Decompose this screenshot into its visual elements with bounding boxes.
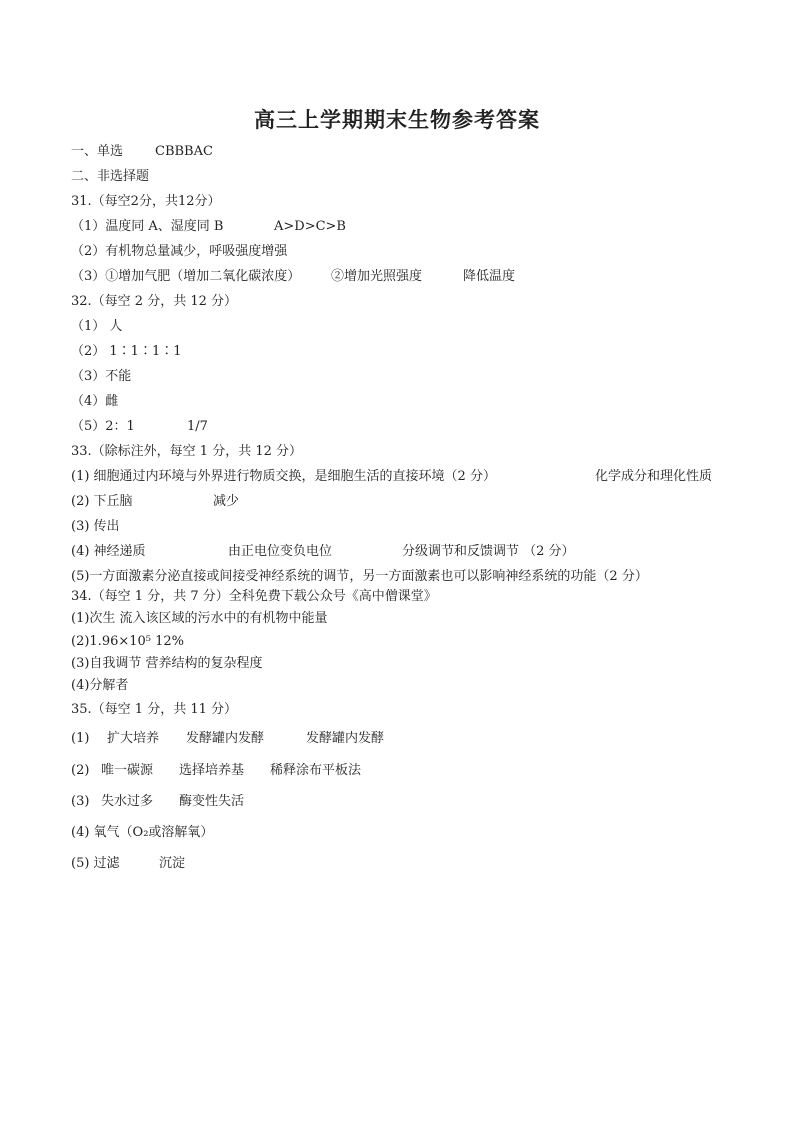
answer-text: (4)分解者 [71, 678, 129, 693]
answer-text: A>D>C>B [274, 219, 346, 234]
answer-text: 降低温度 [463, 269, 516, 284]
answer-text: (4) 神经递质 [71, 544, 146, 559]
answer-line [71, 655, 263, 673]
answer-text: 34.（每空 1 分，共 7 分）全科免费下载公众号《高中僧课堂》 [71, 589, 437, 604]
answer-text: (5) 过滤 [71, 856, 120, 871]
answer-text: 沉淀 [159, 856, 186, 871]
answer-line [71, 443, 302, 461]
answer-text: 酶变性失活 [179, 794, 245, 809]
answer-text: （1） 人 [71, 319, 123, 334]
answer-text: (1)次生 流入该区域的污水中的有机物中能量 [71, 611, 328, 626]
answer-line [71, 143, 213, 161]
answer-line [71, 293, 237, 311]
answer-text: 化学成分和理化性质 [595, 469, 713, 484]
answer-text: 稀释涂布平板法 [270, 763, 362, 778]
answer-line [71, 824, 213, 842]
page-title: 高三上学期期末生物参考答案 [254, 107, 540, 132]
answer-text: CBBBAC [155, 144, 213, 159]
answer-line [71, 393, 118, 411]
answer-text: 选择培养基 [179, 763, 245, 778]
answer-line [71, 568, 648, 586]
answer-line [71, 168, 149, 186]
answer-text: (1) 细胞通过内环境与外界进行物质交换，是细胞生活的直接环境（2 分） [71, 469, 496, 484]
answer-line [71, 368, 131, 386]
answer-text: （1）温度同 A、湿度同 B [71, 219, 224, 234]
answer-text: 分级调节和反馈调节 （2 分） [402, 544, 575, 559]
answer-text: (4) 氧气（O₂或溶解氧） [71, 825, 214, 840]
answer-text: 31.（每空2分，共12分） [71, 194, 221, 209]
answer-text: 由正电位变负电位 [228, 544, 333, 559]
answer-text: (1) [71, 731, 90, 746]
answer-text: (3) [71, 794, 90, 809]
answer-text: 一、单选 [71, 144, 124, 159]
answer-line [71, 793, 245, 811]
answer-line [71, 701, 237, 719]
answer-text: 1/7 [187, 419, 208, 434]
answer-line [71, 730, 385, 748]
answer-line [71, 518, 120, 536]
answer-text: (2) [71, 763, 90, 778]
answer-line [71, 418, 208, 436]
answer-line [71, 343, 182, 361]
answer-text: ②增加光照强度 [331, 269, 423, 284]
answer-text: 发酵罐内发酵 [186, 731, 265, 746]
answer-text: 唯一碳源 [101, 763, 154, 778]
answer-text: 33.（除标注外，每空 1 分，共 12 分） [71, 444, 303, 459]
answer-line [71, 633, 184, 651]
answer-text: （3）不能 [71, 369, 132, 384]
answer-line [71, 762, 362, 780]
answer-line [71, 318, 122, 336]
answer-text: （5）2：1 [71, 419, 135, 434]
answer-text: （2） 1∶1∶1∶1 [71, 344, 182, 359]
answer-text: （4）雌 [71, 394, 119, 409]
answer-line [71, 468, 713, 486]
answer-text: (3)自我调节 营养结构的复杂程度 [71, 656, 263, 671]
answer-line [71, 268, 516, 286]
answer-text: (5)一方面激素分泌直接或间接受神经系统的调节，另一方面激素也可以影响神经系统的功能（2 分） [71, 569, 648, 584]
answer-text: （3）①增加气肥（增加二氧化碳浓度） [71, 269, 301, 284]
answer-text: 32.（每空 2 分，共 12 分） [71, 294, 238, 309]
answer-line [71, 543, 575, 561]
answer-text: 35.（每空 1 分，共 11 分） [71, 702, 238, 717]
answer-text: 减少 [213, 494, 240, 509]
answer-text: 二、非选择题 [71, 169, 150, 184]
answer-line [71, 610, 328, 628]
answer-text: （2）有机物总量减少，呼吸强度增强 [71, 244, 288, 259]
answer-line [71, 243, 287, 261]
answer-text: (2) 下丘脑 [71, 494, 133, 509]
answer-line [71, 588, 437, 606]
answer-line [71, 193, 221, 211]
answer-line [71, 218, 346, 236]
answer-line [71, 493, 240, 511]
answer-text: 发酵罐内发酵 [306, 731, 385, 746]
answer-text: (3) 传出 [71, 519, 120, 534]
answer-text: 失水过多 [101, 794, 154, 809]
answer-line [71, 855, 186, 873]
answer-text: 扩大培养 [107, 731, 160, 746]
answer-line [71, 677, 128, 695]
answer-text: (2)1.96×10⁵ 12% [71, 634, 185, 649]
